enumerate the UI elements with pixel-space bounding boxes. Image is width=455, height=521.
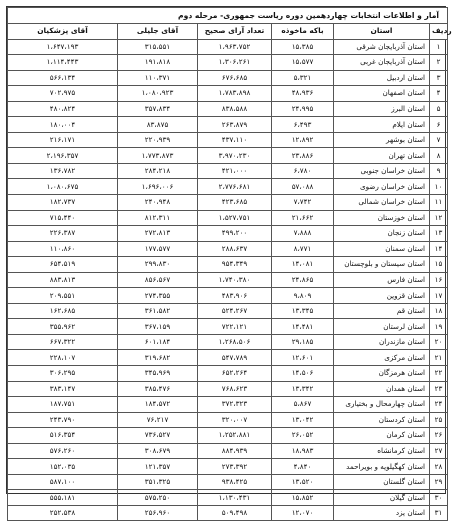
pezeshkian-cell: ۵۱۶،۳۵۴ bbox=[8, 428, 118, 444]
jalili-cell: ۶۰۱،۱۸۴ bbox=[118, 334, 198, 350]
jalili-cell: ۱۷۷،۵۷۷ bbox=[118, 241, 198, 257]
table-row bbox=[8, 117, 448, 133]
jalili-cell: ۸۵۶،۵۶۷ bbox=[118, 272, 198, 288]
branches-cell: ۱۲،۸۹۲ bbox=[272, 132, 334, 148]
province-cell: استان کرمان bbox=[334, 428, 430, 444]
province-cell: استان مازندران bbox=[334, 334, 430, 350]
jalili-cell: ۲۷۴،۳۵۵ bbox=[118, 288, 198, 304]
pezeshkian-cell: ۱۸۲،۷۳۷ bbox=[8, 194, 118, 210]
header-branches: باکه ماخوذه bbox=[272, 24, 334, 40]
table-row bbox=[8, 163, 448, 179]
row-number-cell: ۲ bbox=[430, 55, 448, 71]
pezeshkian-cell: ۵۶۶،۱۳۴ bbox=[8, 70, 118, 86]
pezeshkian-cell: ۱،۶۴۷،۱۹۳ bbox=[8, 39, 118, 55]
jalili-cell: ۱۸۴،۵۷۲ bbox=[118, 397, 198, 413]
valid-votes-cell: ۲۸۸،۶۳۷ bbox=[198, 241, 272, 257]
province-cell: استان گیلان bbox=[334, 490, 430, 506]
valid-votes-cell: ۳۷۲،۳۲۳ bbox=[198, 397, 272, 413]
jalili-cell: ۱،۷۷۳،۸۷۳ bbox=[118, 148, 198, 164]
branches-cell: ۱۴،۴۸۱ bbox=[272, 319, 334, 335]
valid-votes-cell: ۷۶۸،۶۲۳ bbox=[198, 381, 272, 397]
table-row bbox=[8, 70, 448, 86]
jalili-cell: ۱،۶۹۶،۰۰۶ bbox=[118, 179, 198, 195]
table-row bbox=[8, 459, 448, 475]
branches-cell: ۱۲،۶۰۱ bbox=[272, 350, 334, 366]
branches-cell: ۶،۴۹۳ bbox=[272, 117, 334, 133]
branches-cell: ۶،۷۸۰ bbox=[272, 163, 334, 179]
table-row bbox=[8, 428, 448, 444]
row-number-cell: ۷ bbox=[430, 132, 448, 148]
pezeshkian-cell: ۱۳۶،۷۸۲ bbox=[8, 163, 118, 179]
table-row bbox=[8, 101, 448, 117]
pezeshkian-cell: ۶۶۷،۳۲۲ bbox=[8, 334, 118, 350]
branches-cell: ۹،۸۰۹ bbox=[272, 288, 334, 304]
row-number-cell: ۱۹ bbox=[430, 319, 448, 335]
province-cell: استان فارس bbox=[334, 272, 430, 288]
row-number-cell: ۴ bbox=[430, 86, 448, 102]
branches-cell: ۱۳،۵۲۰ bbox=[272, 474, 334, 490]
table-row bbox=[8, 272, 448, 288]
row-number-cell: ۳ bbox=[430, 70, 448, 86]
jalili-cell: ۵۷۵،۲۵۰ bbox=[118, 490, 198, 506]
province-cell: استان لرستان bbox=[334, 319, 430, 335]
row-number-cell: ۳۱ bbox=[430, 505, 448, 521]
table-row bbox=[8, 86, 448, 102]
jalili-cell: ۸۱۲،۳۱۱ bbox=[118, 210, 198, 226]
row-number-cell: ۲۰ bbox=[430, 334, 448, 350]
row-number-cell: ۲۶ bbox=[430, 428, 448, 444]
table-row bbox=[8, 226, 448, 242]
province-cell: استان مرکزی bbox=[334, 350, 430, 366]
jalili-cell: ۳۵۱،۳۲۵ bbox=[118, 474, 198, 490]
branches-cell: ۲۴،۸۶۵ bbox=[272, 272, 334, 288]
valid-votes-cell: ۴۹۹،۲۰۰ bbox=[198, 226, 272, 242]
table-row bbox=[8, 55, 448, 71]
valid-votes-cell: ۶۷۶،۶۸۵ bbox=[198, 70, 272, 86]
branches-cell: ۱۳،۰۴۲ bbox=[272, 412, 334, 428]
table-row bbox=[8, 505, 448, 521]
province-cell: استان خوزستان bbox=[334, 210, 430, 226]
branches-cell: ۱۸،۹۸۳ bbox=[272, 443, 334, 459]
valid-votes-cell: ۱،۱۳۰،۴۳۱ bbox=[198, 490, 272, 506]
pezeshkian-cell: ۳۵۵،۹۶۲ bbox=[8, 319, 118, 335]
valid-votes-cell: ۴۸۳،۹۰۶ bbox=[198, 288, 272, 304]
table-row bbox=[8, 132, 448, 148]
branches-cell: ۴،۸۴۰ bbox=[272, 459, 334, 475]
document-title: آمار و اطلاعات انتخابات چهاردهمین دوره ریاست جمهوری- مرحله دوم bbox=[8, 8, 448, 24]
valid-votes-cell: ۹۵۴،۳۴۹ bbox=[198, 257, 272, 273]
valid-votes-cell: ۱،۹۶۳،۷۵۲ bbox=[198, 39, 272, 55]
pezeshkian-cell: ۶۵۴،۵۱۹ bbox=[8, 257, 118, 273]
pezeshkian-cell: ۲،۱۹۶،۳۵۷ bbox=[8, 148, 118, 164]
province-cell: استان زنجان bbox=[334, 226, 430, 242]
row-number-cell: ۲۸ bbox=[430, 459, 448, 475]
province-cell: استان چهارمحال و بختیاری bbox=[334, 397, 430, 413]
branches-cell: ۲۴،۹۹۵ bbox=[272, 101, 334, 117]
pezeshkian-cell: ۳۰۶،۲۹۵ bbox=[8, 365, 118, 381]
row-number-cell: ۶ bbox=[430, 117, 448, 133]
row-number-cell: ۱۴ bbox=[430, 241, 448, 257]
jalili-cell: ۲۹۹،۸۳۰ bbox=[118, 257, 198, 273]
pezeshkian-cell: ۱،۰۸۰،۶۷۵ bbox=[8, 179, 118, 195]
table-row bbox=[8, 148, 448, 164]
table-row bbox=[8, 474, 448, 490]
table-row bbox=[8, 210, 448, 226]
row-number-cell: ۱۲ bbox=[430, 210, 448, 226]
valid-votes-cell: ۱،۷۴۰،۳۸۰ bbox=[198, 272, 272, 288]
table-row bbox=[8, 350, 448, 366]
jalili-cell: ۸۳،۸۷۵ bbox=[118, 117, 198, 133]
province-cell: استان آذربایجان غربی bbox=[334, 55, 430, 71]
jalili-cell: ۳۵۷،۸۳۴ bbox=[118, 101, 198, 117]
jalili-cell: ۳۶۷،۱۵۹ bbox=[118, 319, 198, 335]
title-row bbox=[8, 8, 448, 24]
pezeshkian-cell: ۱۱۰،۸۶۰ bbox=[8, 241, 118, 257]
row-number-cell: ۵ bbox=[430, 101, 448, 117]
pezeshkian-cell: ۲۲۶،۳۸۷ bbox=[8, 226, 118, 242]
row-number-cell: ۲۵ bbox=[430, 412, 448, 428]
pezeshkian-cell: ۲۰۹،۵۵۱ bbox=[8, 288, 118, 304]
branches-cell: ۷،۷۴۲ bbox=[272, 194, 334, 210]
pezeshkian-cell: ۷۱۵،۴۴۰ bbox=[8, 210, 118, 226]
province-cell: استان خراسان شمالی bbox=[334, 194, 430, 210]
pezeshkian-cell: ۲۱۶،۱۷۱ bbox=[8, 132, 118, 148]
row-number-cell: ۳۰ bbox=[430, 490, 448, 506]
pezeshkian-cell: ۱۸۰،۰۰۴ bbox=[8, 117, 118, 133]
row-number-cell: ۱۱ bbox=[430, 194, 448, 210]
table-row bbox=[8, 365, 448, 381]
jalili-cell: ۱۱۰،۳۷۱ bbox=[118, 70, 198, 86]
jalili-cell: ۲۲۰،۹۳۹ bbox=[118, 132, 198, 148]
branches-cell: ۲۳،۸۸۶ bbox=[272, 148, 334, 164]
province-cell: استان سیستان و بلوچستان bbox=[334, 257, 430, 273]
table-row bbox=[8, 257, 448, 273]
header-pezeshkian: آقای پزشکیان bbox=[8, 24, 118, 40]
pezeshkian-cell: ۴۸۰،۸۲۴ bbox=[8, 101, 118, 117]
province-cell: استان اصفهان bbox=[334, 86, 430, 102]
table-row bbox=[8, 303, 448, 319]
jalili-cell: ۲۷۲،۸۱۳ bbox=[118, 226, 198, 242]
valid-votes-cell: ۴۲۱،۰۰۰ bbox=[198, 163, 272, 179]
valid-votes-cell: ۱،۲۶۸،۵۰۶ bbox=[198, 334, 272, 350]
pezeshkian-cell: ۱۶۲،۶۸۵ bbox=[8, 303, 118, 319]
table-row bbox=[8, 39, 448, 55]
row-number-cell: ۱۵ bbox=[430, 257, 448, 273]
table-row bbox=[8, 288, 448, 304]
jalili-cell: ۱۲۱،۳۵۷ bbox=[118, 459, 198, 475]
pezeshkian-cell: ۵۸۷،۱۰۰ bbox=[8, 474, 118, 490]
jalili-cell: ۳۸۵،۴۷۶ bbox=[118, 381, 198, 397]
branches-cell: ۲۶،۰۵۲ bbox=[272, 428, 334, 444]
table-row bbox=[8, 443, 448, 459]
valid-votes-cell: ۵۴۷،۷۸۹ bbox=[198, 350, 272, 366]
province-cell: استان قم bbox=[334, 303, 430, 319]
province-cell: استان قزوین bbox=[334, 288, 430, 304]
branches-cell: ۱۳،۳۴۲ bbox=[272, 381, 334, 397]
jalili-cell: ۱،۰۸۰،۹۲۳ bbox=[118, 86, 198, 102]
row-number-cell: ۱۳ bbox=[430, 226, 448, 242]
jalili-cell: ۳۴۵،۹۶۹ bbox=[118, 365, 198, 381]
branches-cell: ۵۷،۰۸۸ bbox=[272, 179, 334, 195]
table-row bbox=[8, 412, 448, 428]
pezeshkian-cell: ۸۸۳،۸۱۳ bbox=[8, 272, 118, 288]
table-row bbox=[8, 194, 448, 210]
branches-cell: ۲۹،۱۸۵ bbox=[272, 334, 334, 350]
table-row bbox=[8, 241, 448, 257]
province-cell: استان یزد bbox=[334, 505, 430, 521]
jalili-cell: ۳۱۵،۵۵۱ bbox=[118, 39, 198, 55]
table-row bbox=[8, 490, 448, 506]
branches-cell: ۱۲،۰۷۰ bbox=[272, 505, 334, 521]
province-cell: استان سمنان bbox=[334, 241, 430, 257]
table-row bbox=[8, 319, 448, 335]
valid-votes-cell: ۳،۹۷۰،۲۳۰ bbox=[198, 148, 272, 164]
branches-cell: ۲۱،۶۶۲ bbox=[272, 210, 334, 226]
pezeshkian-cell: ۱۵۲،۰۳۵ bbox=[8, 459, 118, 475]
jalili-cell: ۲۴۰،۹۴۸ bbox=[118, 194, 198, 210]
province-cell: استان کهگیلویه و بویراحمد bbox=[334, 459, 430, 475]
jalili-cell: ۳۰۸،۶۷۹ bbox=[118, 443, 198, 459]
province-cell: استان بوشهر bbox=[334, 132, 430, 148]
branches-cell: ۵،۳۲۱ bbox=[272, 70, 334, 86]
valid-votes-cell: ۱،۲۵۲،۸۸۱ bbox=[198, 428, 272, 444]
province-cell: استان تهران bbox=[334, 148, 430, 164]
branches-cell: ۵،۸۶۷ bbox=[272, 397, 334, 413]
valid-votes-cell: ۹۳۸،۴۲۵ bbox=[198, 474, 272, 490]
valid-votes-cell: ۱،۵۲۷،۷۵۱ bbox=[198, 210, 272, 226]
table-row bbox=[8, 381, 448, 397]
branches-cell: ۱۳،۳۴۵ bbox=[272, 303, 334, 319]
row-number-cell: ۱۸ bbox=[430, 303, 448, 319]
row-number-cell: ۱۷ bbox=[430, 288, 448, 304]
branches-cell: ۱۴،۵۰۶ bbox=[272, 365, 334, 381]
valid-votes-cell: ۴۳۷،۱۱۰ bbox=[198, 132, 272, 148]
valid-votes-cell: ۴۲۳،۶۸۵ bbox=[198, 194, 272, 210]
header-jalili: آقای جلیلی bbox=[118, 24, 198, 40]
jalili-cell: ۳۱۹،۶۸۲ bbox=[118, 350, 198, 366]
branches-cell: ۱۵،۸۵۲ bbox=[272, 490, 334, 506]
row-number-cell: ۱۰ bbox=[430, 179, 448, 195]
header-row-number: ردیف bbox=[430, 24, 448, 40]
branches-cell: ۱۵،۵۷۷ bbox=[272, 55, 334, 71]
pezeshkian-cell: ۳۸۳،۱۴۷ bbox=[8, 381, 118, 397]
valid-votes-cell: ۱،۳۰۶،۲۶۱ bbox=[198, 55, 272, 71]
pezeshkian-cell: ۵۷۶،۲۶۰ bbox=[8, 443, 118, 459]
province-cell: استان آذربایجان شرقی bbox=[334, 39, 430, 55]
province-cell: استان البرز bbox=[334, 101, 430, 117]
pezeshkian-cell: ۱،۱۱۴،۴۴۳ bbox=[8, 55, 118, 71]
branches-cell: ۱۵،۳۸۵ bbox=[272, 39, 334, 55]
branches-cell: ۸،۷۷۱ bbox=[272, 241, 334, 257]
pezeshkian-cell: ۵۵۵،۱۸۱ bbox=[8, 490, 118, 506]
province-cell: استان ایلام bbox=[334, 117, 430, 133]
results-table bbox=[7, 7, 452, 521]
pezeshkian-cell: ۷۰۲،۹۷۵ bbox=[8, 86, 118, 102]
row-number-cell: ۲۴ bbox=[430, 397, 448, 413]
row-number-cell: ۲۹ bbox=[430, 474, 448, 490]
row-number-cell: ۲۳ bbox=[430, 381, 448, 397]
province-cell: استان خراسان جنوبی bbox=[334, 163, 430, 179]
table-row bbox=[8, 397, 448, 413]
header-row bbox=[8, 24, 448, 40]
row-number-cell: ۲۷ bbox=[430, 443, 448, 459]
valid-votes-cell: ۶۵۲،۲۶۴ bbox=[198, 365, 272, 381]
branches-cell: ۱۴،۰۸۱ bbox=[272, 257, 334, 273]
jalili-cell: ۲۵۶،۹۶۰ bbox=[118, 505, 198, 521]
province-cell: استان هرمزگان bbox=[334, 365, 430, 381]
pezeshkian-cell: ۲۲۸،۱۰۷ bbox=[8, 350, 118, 366]
valid-votes-cell: ۱،۷۸۳،۸۹۸ bbox=[198, 86, 272, 102]
pezeshkian-cell: ۲۵۲،۵۳۸ bbox=[8, 505, 118, 521]
province-cell: استان گلستان bbox=[334, 474, 430, 490]
province-cell: استان اردبیل bbox=[334, 70, 430, 86]
jalili-cell: ۷۳۶،۵۲۷ bbox=[118, 428, 198, 444]
table-row bbox=[8, 179, 448, 195]
header-valid-votes: تعداد آرای صحیح bbox=[198, 24, 272, 40]
province-cell: استان خراسان رضوی bbox=[334, 179, 430, 195]
valid-votes-cell: ۳۲۰،۰۰۷ bbox=[198, 412, 272, 428]
row-number-cell: ۱ bbox=[430, 39, 448, 55]
table-row bbox=[8, 334, 448, 350]
branches-cell: ۷،۸۸۸ bbox=[272, 226, 334, 242]
valid-votes-cell: ۵۲۴،۲۶۷ bbox=[198, 303, 272, 319]
row-number-cell: ۲۲ bbox=[430, 365, 448, 381]
jalili-cell: ۳۶۱،۵۸۲ bbox=[118, 303, 198, 319]
valid-votes-cell: ۸۸۴،۹۳۹ bbox=[198, 443, 272, 459]
valid-votes-cell: ۲۶۳،۸۷۹ bbox=[198, 117, 272, 133]
jalili-cell: ۷۶،۲۱۷ bbox=[118, 412, 198, 428]
results-document bbox=[6, 6, 452, 518]
row-number-cell: ۲۱ bbox=[430, 350, 448, 366]
jalili-cell: ۱۹۱،۸۱۸ bbox=[118, 55, 198, 71]
pezeshkian-cell: ۲۴۳،۷۹۰ bbox=[8, 412, 118, 428]
branches-cell: ۴۸،۹۳۶ bbox=[272, 86, 334, 102]
pezeshkian-cell: ۱۸۷،۷۵۱ bbox=[8, 397, 118, 413]
row-number-cell: ۸ bbox=[430, 148, 448, 164]
province-cell: استان همدان bbox=[334, 381, 430, 397]
valid-votes-cell: ۲،۷۷۶،۶۸۱ bbox=[198, 179, 272, 195]
valid-votes-cell: ۸۳۸،۵۸۸ bbox=[198, 101, 272, 117]
province-cell: استان کردستان bbox=[334, 412, 430, 428]
province-cell: استان کرمانشاه bbox=[334, 443, 430, 459]
header-province: استان bbox=[334, 24, 430, 40]
row-number-cell: ۱۶ bbox=[430, 272, 448, 288]
valid-votes-cell: ۲۷۳،۳۹۲ bbox=[198, 459, 272, 475]
valid-votes-cell: ۷۲۲،۱۲۱ bbox=[198, 319, 272, 335]
row-number-cell: ۹ bbox=[430, 163, 448, 179]
jalili-cell: ۲۸۴،۲۱۸ bbox=[118, 163, 198, 179]
valid-votes-cell: ۵۰۹،۴۹۸ bbox=[198, 505, 272, 521]
